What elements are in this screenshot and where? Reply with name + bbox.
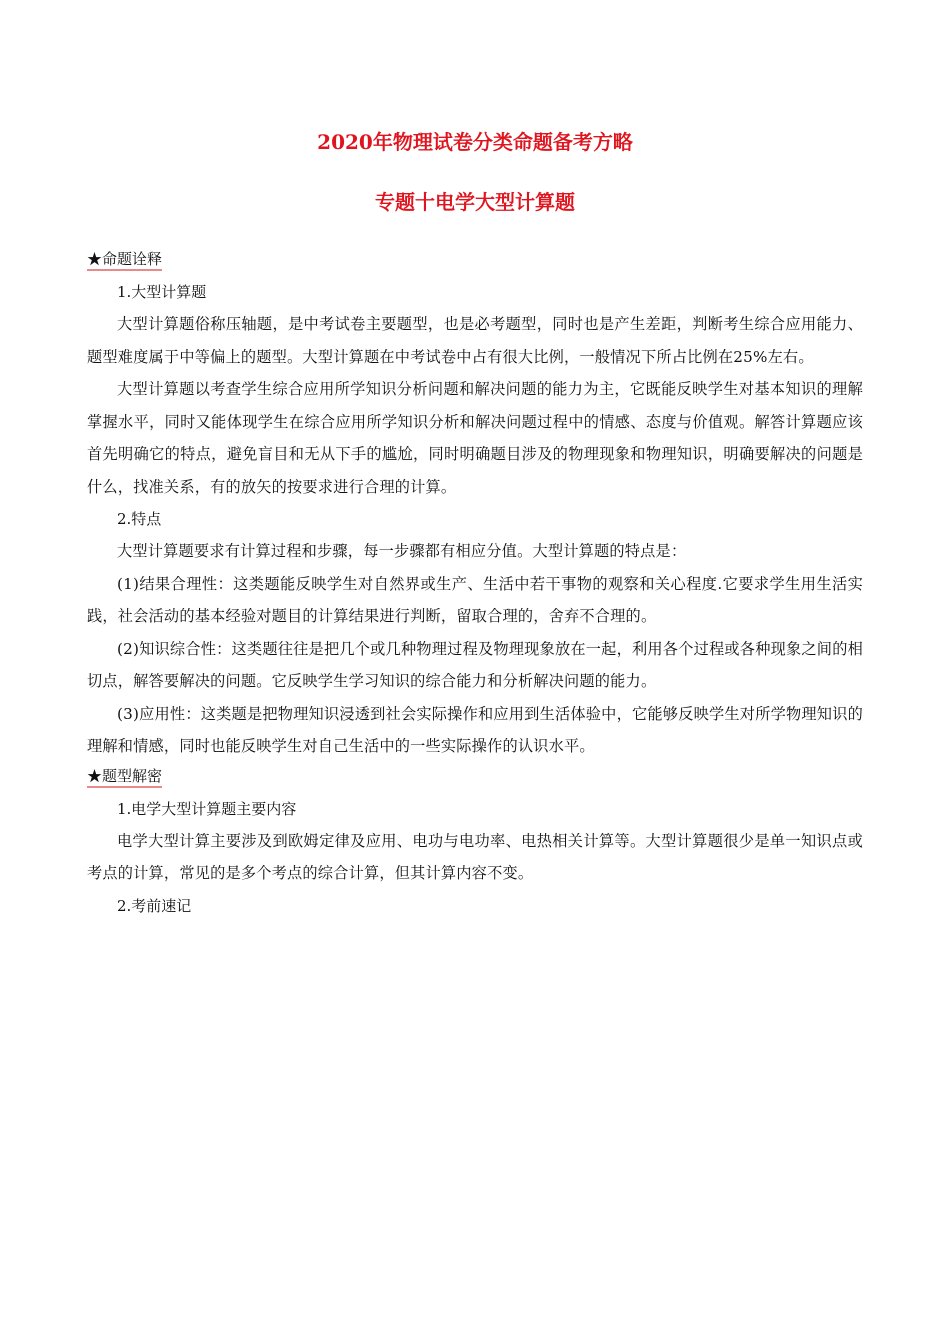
paragraph: 大型计算题以考查学生综合应用所学知识分析问题和解决问题的能力为主，它既能反映学生对基本知识的理解掌握水平，同时又能体现学生在综合应用所学知识分析和解决问题过程中的情感、态度与价值观。解答计算题应该首先明确它的特点，避免盲目和无从下手的尴尬，同时明确题目涉及的物理现象和物理知识，明确要解决的问题是什么，找准关系，有的放矢的按要求进行合理的计算。 <box>87 380 863 496</box>
subheading-features: 2.特点 <box>117 510 162 528</box>
paragraph: 大型计算题要求有计算过程和步骤，每一步骤都有相应分值。大型计算题的特点是： <box>117 542 687 560</box>
paragraph: (1)结果合理性：这类题能反映学生对自然界或生产、生活中若干事物的观察和关心程度.它要求学生用生活实践，社会活动的基本经验对题目的计算结果进行判断，留取合理的，舍弃不合理的。 <box>87 574 863 625</box>
subheading-main-content: 1.电学大型计算题主要内容 <box>117 799 297 818</box>
paragraph: 大型计算题俗称压轴题，是中考试卷主要题型，也是必考题型，同时也是产生差距，判断考生综合应用能力、题型难度属于中等偏上的题型。大型计算题在中考试卷中占有很大比例，一般情况下所占比例在25%左右。 <box>87 315 863 366</box>
document-page <box>87 118 863 922</box>
document-subtitle: 专题十电学大型计算题 <box>375 190 575 214</box>
section-heading-text: ★命题诠释 <box>87 250 162 271</box>
section-heading-interpretation <box>87 248 863 270</box>
section-heading-text: ★题型解密 <box>87 767 162 788</box>
subheading-quick-review: 2.考前速记 <box>117 896 192 915</box>
document-title: 2020年物理试卷分类命题备考方略 <box>317 130 633 154</box>
subheading-large-calc: 1.大型计算题 <box>117 283 207 301</box>
paragraph: 电学大型计算主要涉及到欧姆定律及应用、电功与电功率、电热相关计算等。大型计算题很少是单一知识点或考点的计算，常见的是多个考点的综合计算，但其计算内容不变。 <box>87 831 863 882</box>
paragraph: (2)知识综合性：这类题往往是把几个或几种物理过程及物理现象放在一起，利用各个过程或各种现象之间的相切点，解答要解决的问题。它反映学生学习知识的综合能力和分析解决问题的能力。 <box>87 639 863 690</box>
paragraph: (3)应用性：这类题是把物理知识浸透到社会实际操作和应用到生活体验中，它能够反映学生对所学物理知识的理解和情感，同时也能反映学生对自己生活中的一些实际操作的认识水平。 <box>87 704 863 755</box>
section-heading-decoding <box>87 765 863 787</box>
